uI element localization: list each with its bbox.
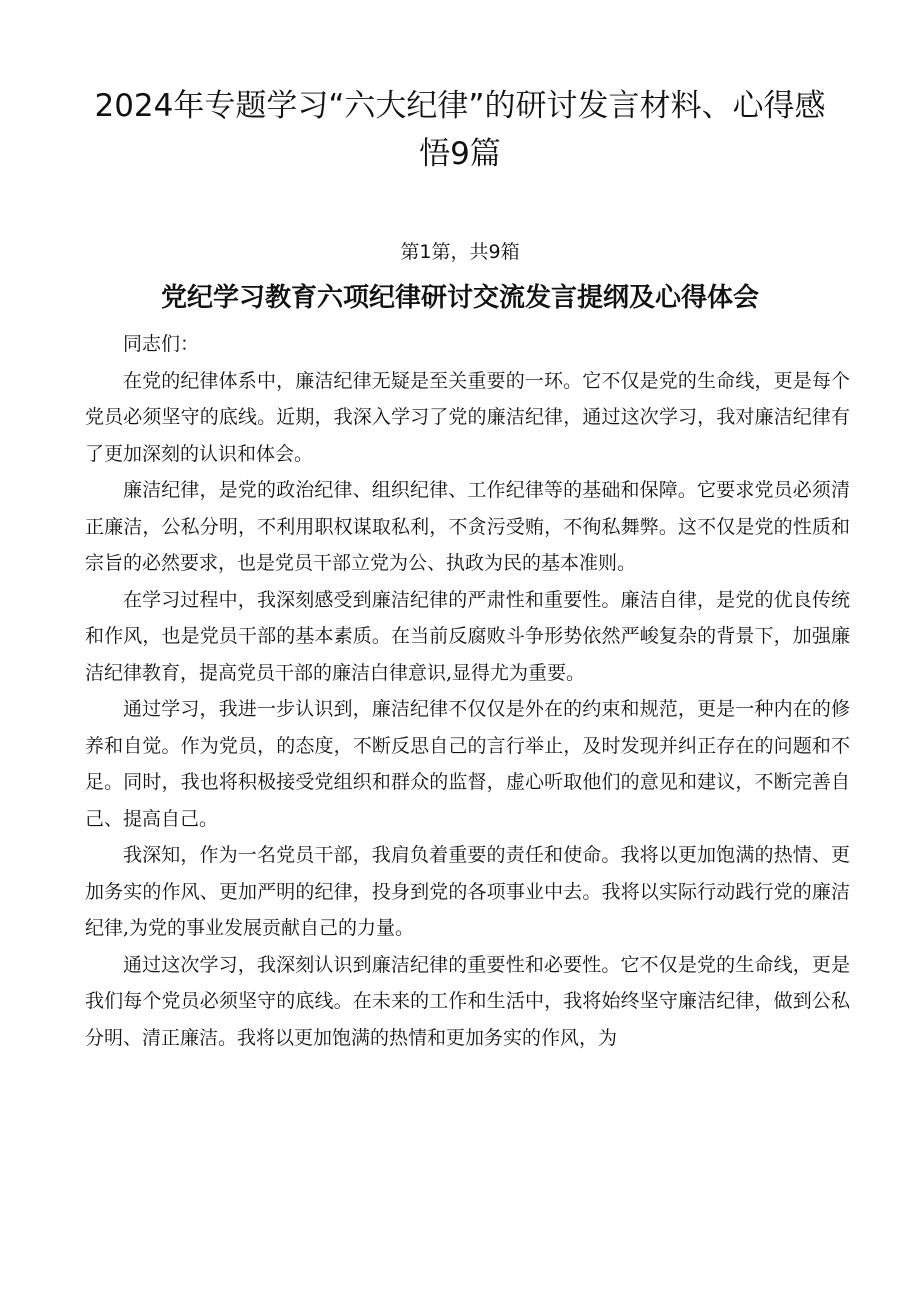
salutation: 同志们：: [123, 333, 200, 355]
paragraph: 在学习过程中，我深刻感受到廉洁纪律的严肃性和重要性。廉洁自律，是党的优良传统和作风，也是党员干部的基本素质。在当前反腐败斗争形势依然严峻复杂的背景下，加强廉洁纪律教育，提高党员干部的廉洁白律意识,显得尤为重要。: [85, 588, 850, 684]
document-title: 2024年专题学习“六大纪律”的研讨发言材料、心得感悟9篇: [94, 88, 826, 172]
paragraph: 我深知，作为一名党员干部，我肩负着重要的责任和使命。我将以更加饱满的热情、更加务实的作风、更加严明的纪律，投身到党的各项事业中去。我将以实际行动践行党的廉洁纪律,为党的事业发展贡献自己的力量。: [85, 844, 850, 939]
paragraph: 廉洁纪律，是党的政治纪律、组织纪律、工作纪律等的基础和保障。它要求党员必须清正廉洁，公私分明，不利用职权谋取私利，不贪污受贿，不徇私舞弊。这不仅是党的性质和宗旨的必然要求，也是党员干部立党为公、执政为民的基本准则。: [85, 479, 850, 574]
section-heading: 党纪学习教育六项纪律研讨交流发言提纲及心得体会: [160, 283, 759, 313]
part-label: 第1第，共9箱: [400, 241, 520, 263]
paragraph: 通过学习，我进一步认识到，廉洁纪律不仅仅是外在的约束和规范，更是一种内在的修养和自觉。作为党员，的态度，不断反思自己的言行举止，及时发现并纠正存在的问题和不足。同时，我也将积极接受党组织和群众的监督，虚心听取他们的意见和建议，不断完善自己、提高自己。: [85, 698, 850, 830]
body-text: [85, 326, 850, 1056]
paragraph: 通过这次学习，我深刻认识到廉洁纪律的重要性和必要性。它不仅是党的生命线，更是我们每个党员必须坚守的底线。在未来的工作和生活中，我将始终坚守廉洁纪律，做到公私分明、清正廉洁。我将以更加饱满的热情和更加务实的作风，为: [85, 953, 850, 1049]
paragraph: 在党的纪律体系中，廉洁纪律无疑是至关重要的一环。它不仅是党的生命线，更是每个党员必须坚守的底线。近期，我深入学习了党的廉洁纪律，通过这次学习，我对廉洁纪律有了更加深刻的认识和体会。: [85, 369, 850, 465]
